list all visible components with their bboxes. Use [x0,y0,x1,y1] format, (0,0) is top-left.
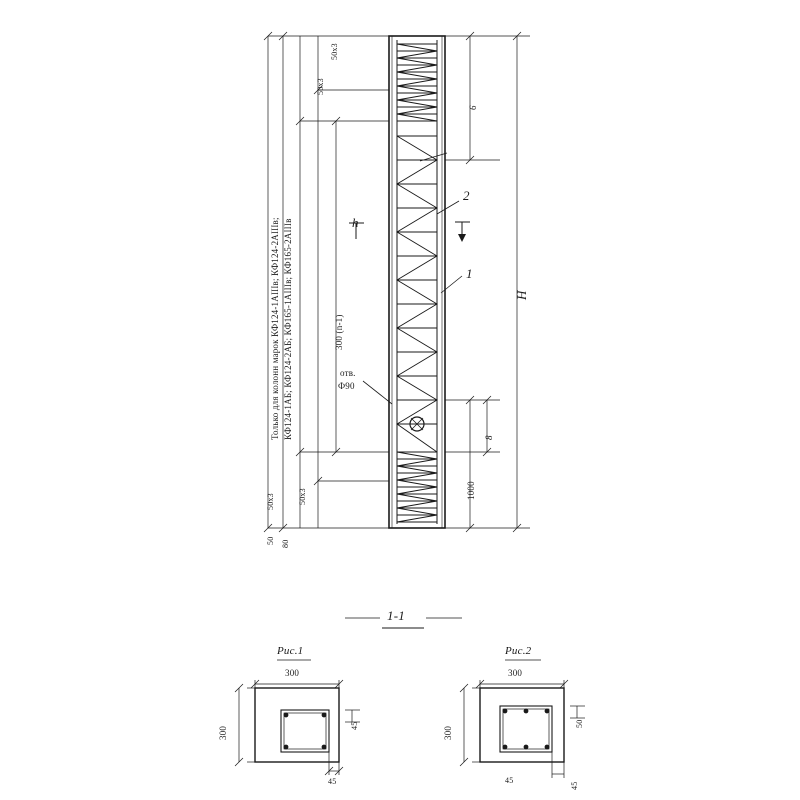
right-dimension-chain [445,32,530,532]
dim-spacing-top: 50х3 [316,78,325,95]
position-mark-1: 1 [466,266,473,281]
dim-spacing-bottom2: 50х3 [298,488,307,505]
fig1-cover-dim-bottom: 45 [328,777,337,786]
dim-spacing-bottom: 50х3 [266,493,275,510]
note-line-1: Только для колонн марок КФ124-1АIIIв; КФ124-2АIIIв; [270,217,280,440]
spacing-mark-h: h [352,215,359,230]
hole-label: отв. [340,368,356,378]
dim-6: 6 [468,105,478,110]
fig2-cover-dim-right: 50 [575,719,584,728]
dim-edge-80: 80 [281,539,290,548]
dim-spacing-middle: 300 (n-1) [334,314,344,350]
position-mark-2: 2 [463,188,470,203]
figure-1-caption: Рис.1 [277,645,304,657]
fig2-height-dim: 300 [443,725,453,740]
fig2-cover-dim-corner: 45 [570,781,579,790]
column-elevation [389,36,445,528]
dim-8: 8 [484,435,494,440]
dim-edge-50: 50 [266,536,275,545]
fig1-cover-dim-right: 45 [350,721,359,730]
overall-height-label: H [514,290,529,300]
figure-2-cross-section [460,660,585,778]
hole-diameter-label: Ф90 [338,381,355,391]
section-title: 1-1 [387,608,405,623]
fig1-width-dim: 300 [285,668,300,678]
fig2-width-dim: 300 [508,668,523,678]
dim-1000: 1000 [466,481,476,500]
fig1-height-dim: 300 [218,725,228,740]
fig2-cover-dim-bottom: 45 [505,776,514,785]
dim-spacing-top2: 50х3 [330,43,339,60]
note-line-2: КФ124-1АБ; КФ124-2АБ; КФ165-1АIIIв; КФ165-2АIIIв [283,218,293,440]
figure-2-caption: Рис.2 [505,645,532,657]
